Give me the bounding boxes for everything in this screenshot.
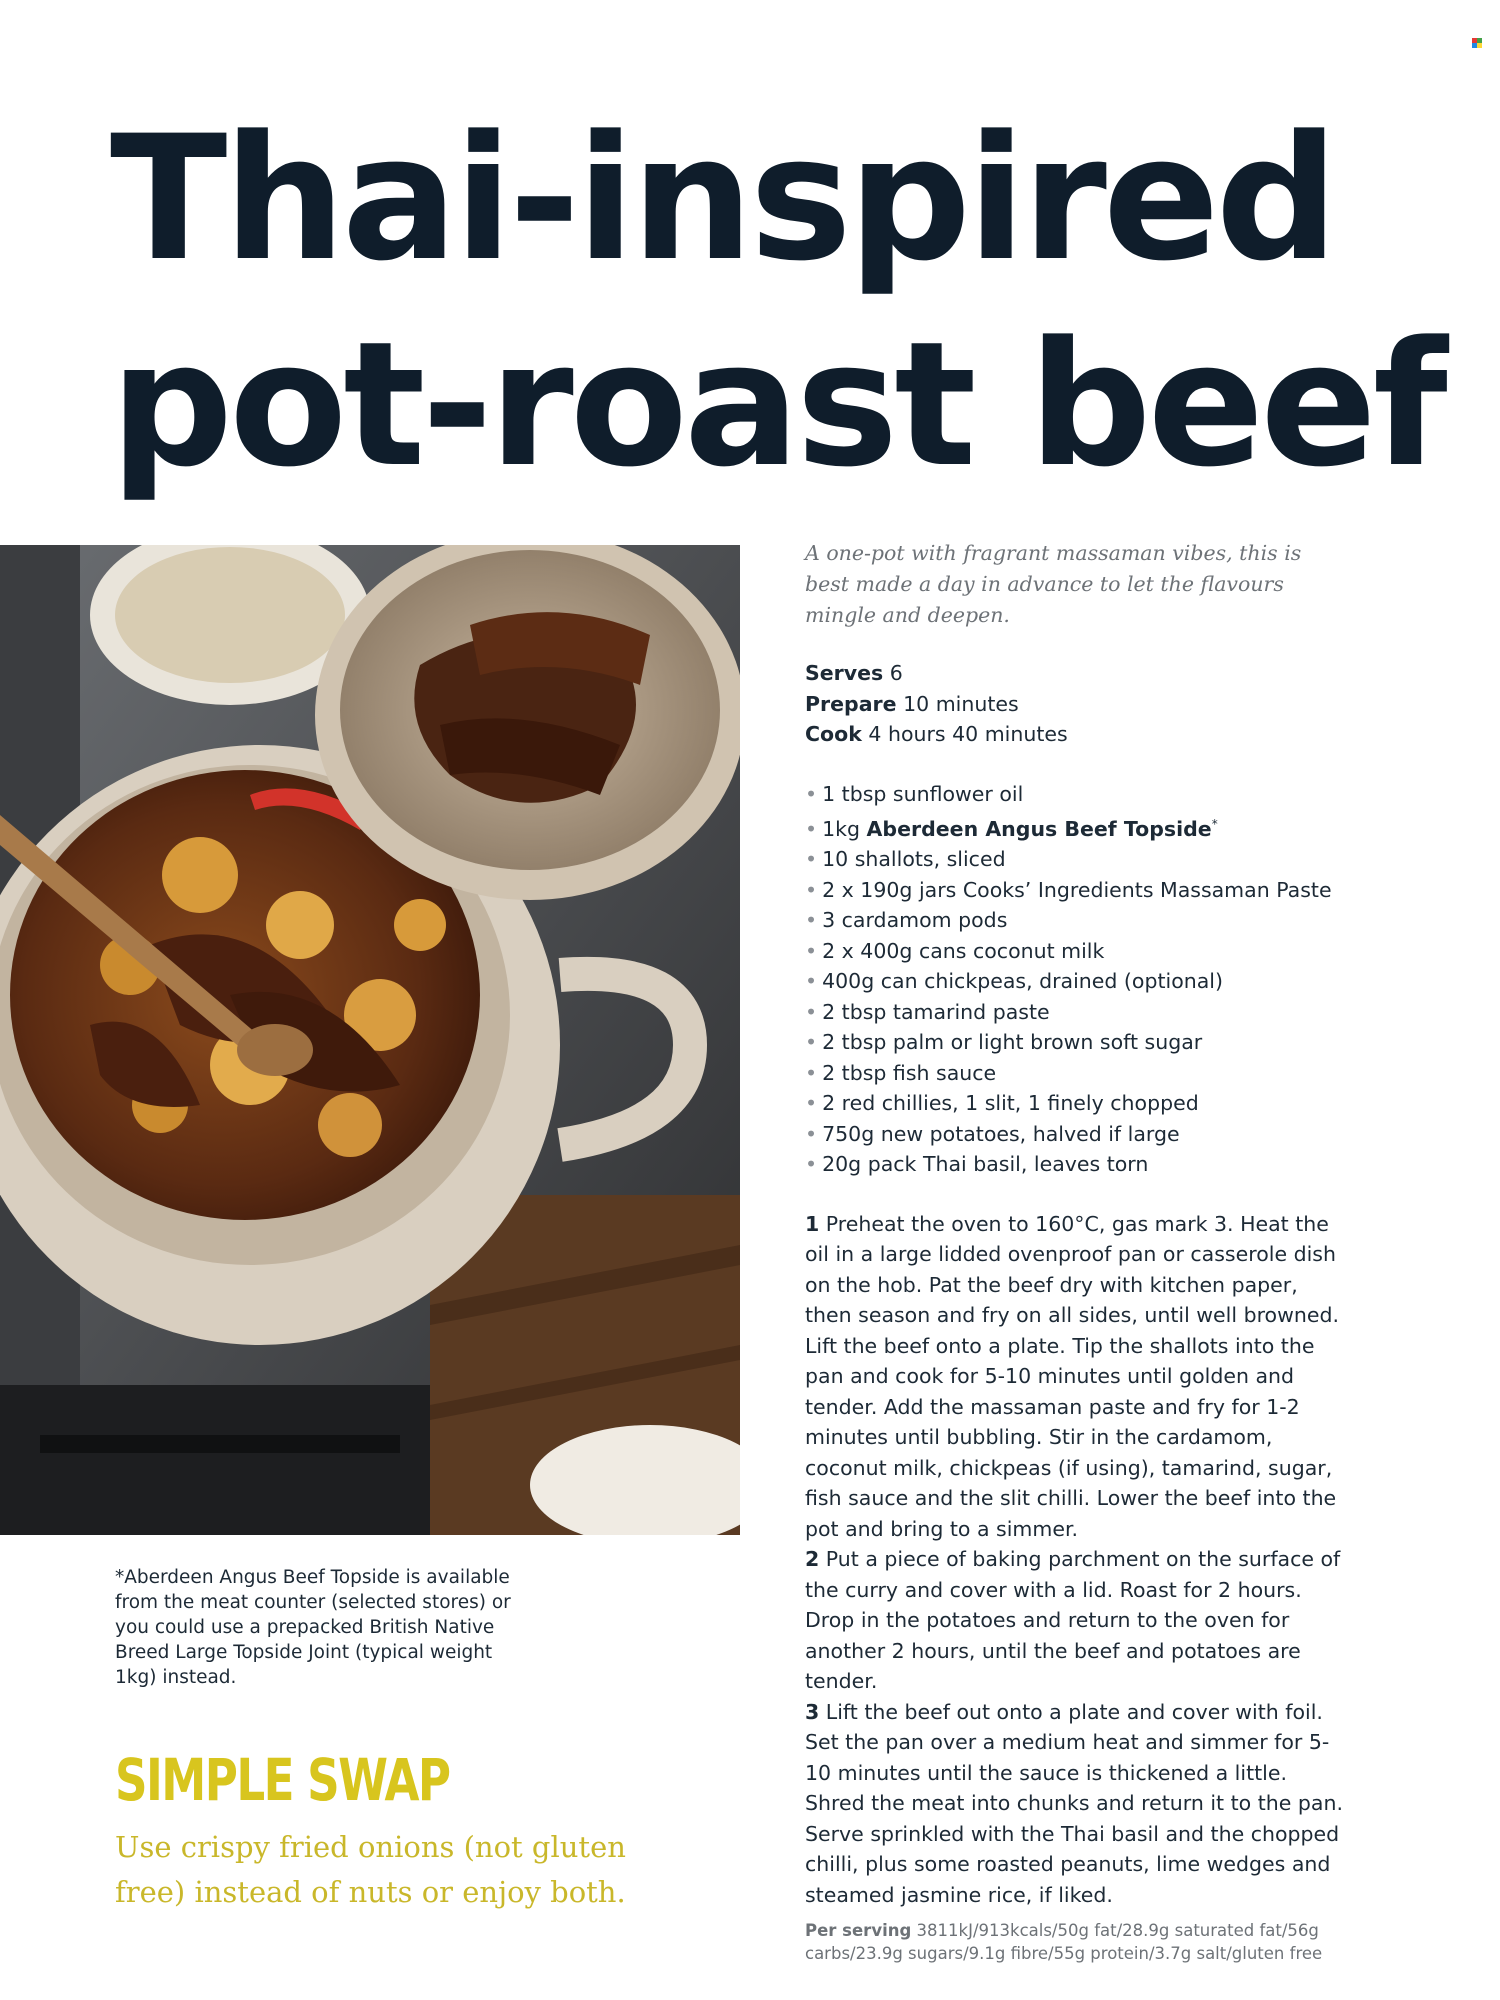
casserole-pot-photo (0, 545, 740, 1535)
recipe-meta (805, 658, 1345, 750)
ingredient-item: • 1kg Aberdeen Angus Beef Topside* (805, 809, 1345, 844)
title-line-1: Thai-inspired (110, 98, 1335, 299)
ingredient-item: • 1 tbsp sunflower oil (805, 779, 1345, 810)
method-step: 3 Lift the beef out onto a plate and cover with foil. Set the pan over a medium heat and simmer for 5-10 minutes until the sauce is thickened a little. Shred the meat into chunks and return it to the pan. Serve sprinkled with the Thai basil and the chopped chilli, plus some roasted peanuts, lime wedges and steamed jasmine rice, if liked. (805, 1699, 1343, 1907)
nutrition-info (805, 1919, 1345, 1965)
ingredient-item: • 2 x 190g jars Cooks’ Ingredients Massaman Paste (805, 875, 1345, 906)
prepare-value: 10 minutes (903, 691, 1019, 716)
ingredient-item: • 10 shallots, sliced (805, 844, 1345, 875)
cook-label: Cook (805, 722, 862, 746)
corner-logo-icon (1472, 38, 1482, 48)
per-serving-text: 3811kJ/913kcals/50g fat/28.9g saturated fat/56g carbs/23.9g sugars/9.1g fibre/55g protein/3.7g salt/gluten free (805, 1921, 1323, 1964)
serves-label: Serves (805, 661, 884, 685)
serves-row (805, 658, 1345, 689)
ingredient-item: • 2 x 400g cans coconut milk (805, 936, 1345, 967)
ingredient-item: • 2 red chillies, 1 slit, 1 finely chopped (805, 1088, 1345, 1119)
method-step: 2 Put a piece of baking parchment on the surface of the curry and cover with a lid. Roast for 2 hours. Drop in the potatoes and return to the oven for another 2 hours, until the beef and potatoes are tender. (805, 1547, 1341, 1694)
footnote: *Aberdeen Angus Beef Topside is available from the meat counter (selected stores) or you could use a prepacked British Native Breed Large Topside Joint (typical weight 1kg) instead. (115, 1567, 511, 1688)
method-step: 1 Preheat the oven to 160°C, gas mark 3. Heat the oil in a large lidded ovenproof pan or casserole dish on the hob. Pat the beef dry with kitchen paper, then season and fry on all sides, until well browned. Lift the beef onto a plate. Tip the shallots into the pan and cook for 5-10 minutes until golden and tender. Add the massaman paste and fry for 1-2 minutes until bubbling. Stir in the cardamom, coconut milk, chickpeas (if using), tamarind, sugar, fish sauce and the slit chilli. Lower the beef into the pot and bring to a simmer. (805, 1211, 1340, 1541)
ingredient-item: • 20g pack Thai basil, leaves torn (805, 1149, 1345, 1180)
page-title (110, 96, 1444, 508)
simple-swap-heading: SIMPLE SWAP (115, 1746, 450, 1814)
method-steps (805, 1209, 1345, 1911)
serves-value: 6 (889, 661, 903, 685)
per-serving-label: Per serving (805, 1921, 912, 1941)
cook-row (805, 719, 1345, 750)
title-line-2: pot-roast beef (110, 304, 1444, 505)
prepare-label: Prepare (805, 691, 897, 716)
recipe-column (805, 538, 1345, 1965)
ingredient-item: • 750g new potatoes, halved if large (805, 1119, 1345, 1150)
ingredients-list (805, 779, 1345, 1180)
ingredient-item: • 2 tbsp palm or light brown soft sugar (805, 1027, 1345, 1058)
ingredient-item: • 2 tbsp fish sauce (805, 1058, 1345, 1089)
cook-value: 4 hours 40 minutes (868, 722, 1068, 746)
simple-swap-text: Use crispy fried onions (not gluten free) instead of nuts or enjoy both. (115, 1830, 626, 1909)
ingredient-item: • 2 tbsp tamarind paste (805, 997, 1345, 1028)
ingredient-item: • 400g can chickpeas, drained (optional) (805, 966, 1345, 997)
intro-text: A one-pot with fragrant massaman vibes, this is best made a day in advance to let the flavours mingle and deepen. (805, 541, 1302, 627)
prepare-row (805, 689, 1345, 720)
ingredient-item: • 3 cardamom pods (805, 905, 1345, 936)
